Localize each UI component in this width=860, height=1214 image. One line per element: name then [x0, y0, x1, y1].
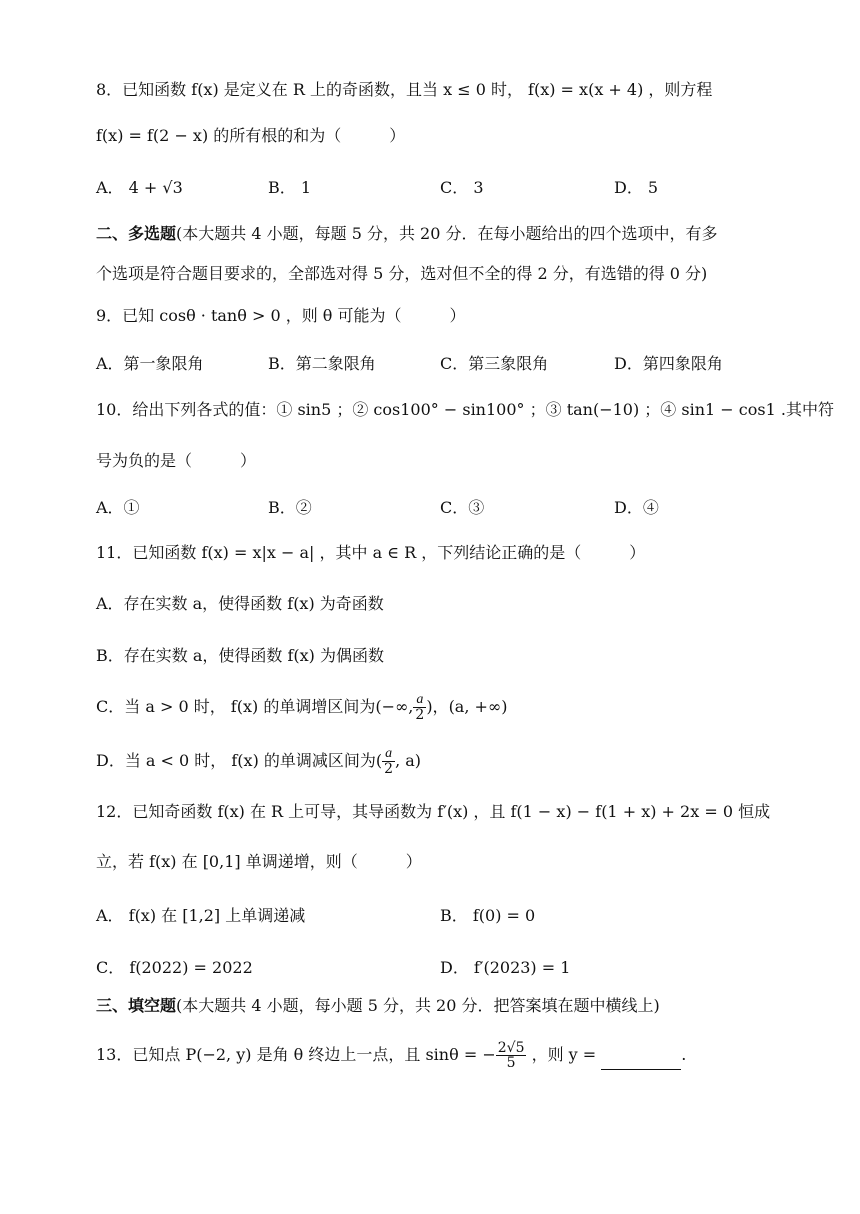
q9-stem: 9．已知 cosθ · tanθ > 0 ，则 θ 可能为（ ） [96, 306, 466, 325]
q9-option-a: A．第一象限角 [96, 354, 204, 373]
q13-fraction [496, 1041, 527, 1070]
q8-option-b: B． 1 [268, 178, 312, 197]
q11-option-c-interval2: (a, +∞) [448, 697, 508, 716]
q12-stem-line2: 立，若 f(x) 在 [0,1] 单调递增，则（ ） [96, 852, 422, 871]
q11-option-d [96, 744, 780, 778]
q13-text-post: . [681, 1045, 687, 1064]
q10-stem-line1: 10．给出下列各式的值：① sin5 ；② cos100° − sin100° ；③ tan(−10) ；④ sin1 − cos1 .其中符 [96, 400, 834, 419]
q11-option-c [96, 690, 780, 724]
q13-frac-num: 2√5 [497, 1040, 525, 1056]
q11-option-d-fraction [382, 747, 395, 776]
q11-stem: 11．已知函数 f(x) = x|x − a| ，其中 a ∈ R ，下列结论正确的是（ ） [96, 543, 646, 562]
q11-option-c-interval1-close: )， [426, 697, 449, 716]
q12-option-b: B． f(0) = 0 [440, 906, 536, 925]
section2-desc1: (本大题共 4 小题，每题 5 分，共 20 分．在每小题给出的四个选项中，有多 [176, 224, 718, 243]
q9-option-b: B．第二象限角 [268, 354, 376, 373]
q12-option-d: D． f′(2023) = 1 [440, 958, 571, 977]
q11-option-c-text: C．当 a > 0 时， f(x) 的单调增区间为 [96, 697, 376, 716]
q8-option-a: A． 4 + √3 [96, 178, 183, 197]
q10-option-b: B．② [268, 498, 312, 517]
q8-stem-line1: 8．已知函数 f(x) 是定义在 R 上的奇函数，且当 x ≤ 0 时， f(x) = x(x + 4) ，则方程 [96, 80, 713, 99]
q13-text-mid: ，则 y = [526, 1045, 602, 1064]
section3-title: 三、填空题 [96, 996, 177, 1015]
q11-option-d-frac-den: 2 [384, 761, 394, 777]
q13-stem [96, 1040, 780, 1070]
q11-option-b: B．存在实数 a，使得函数 f(x) 为偶函数 [96, 646, 384, 665]
section3-header [96, 994, 780, 1018]
q11-option-d-text: D．当 a < 0 时， f(x) 的单调减区间为 [96, 751, 376, 770]
section2-title: 二、多选题 [96, 224, 177, 243]
q11-option-c-frac-den: 2 [415, 707, 425, 723]
q12-option-a: A． f(x) 在 [1,2] 上单调递减 [96, 906, 306, 925]
q8-stem-line2: f(x) = f(2 − x) 的所有根的和为（ ） [96, 126, 406, 145]
q10-option-a: A．① [96, 498, 140, 517]
q12-stem-line1: 12．已知奇函数 f(x) 在 R 上可导，其导函数为 f′(x) ，且 f(1 − x) − f(1 + x) + 2x = 0 恒成 [96, 802, 771, 821]
q10-stem-line2: 号为负的是（ ） [96, 451, 257, 470]
q8-option-c: C． 3 [440, 178, 484, 197]
q8-option-d: D． 5 [614, 178, 659, 197]
q13-answer-blank[interactable] [601, 1051, 681, 1070]
q11-option-d-frac-num: a [382, 747, 395, 762]
q11-option-d-interval-open: ( [375, 751, 383, 770]
q10-option-d: D．④ [614, 498, 659, 517]
q10-option-c: C．③ [440, 498, 485, 517]
q13-text-pre: 13．已知点 P(−2, y) 是角 θ 终边上一点，且 sinθ = − [96, 1045, 496, 1064]
q11-option-c-frac-num: a [413, 693, 426, 708]
q9-option-d: D．第四象限角 [614, 354, 723, 373]
section3-desc: (本大题共 4 小题，每小题 5 分，共 20 分．把答案填在题中横线上) [176, 996, 660, 1015]
section2-header [96, 222, 780, 246]
q11-option-d-interval-close: , a) [395, 751, 422, 770]
q11-option-a: A．存在实数 a，使得函数 f(x) 为奇函数 [96, 594, 384, 613]
q13-frac-den: 5 [506, 1055, 516, 1071]
q9-option-c: C．第三象限角 [440, 354, 549, 373]
q11-option-c-fraction [413, 693, 426, 722]
q11-option-c-interval1-open: (−∞, [375, 697, 414, 716]
section2-desc2: 个选项是符合题目要求的，全部选对得 5 分，选对但不全的得 2 分，有选错的得 0 分) [96, 264, 708, 283]
q12-option-c: C． f(2022) = 2022 [96, 958, 253, 977]
